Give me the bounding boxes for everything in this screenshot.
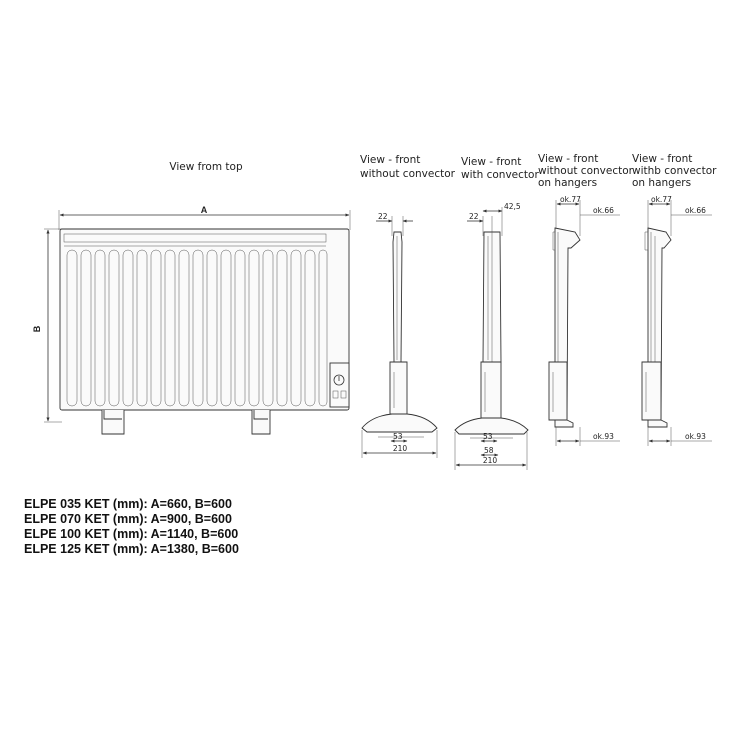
hanger-1-control-box: [549, 362, 567, 420]
profile-control-box-convector: [481, 362, 501, 418]
view-front-without-convector: [360, 154, 456, 458]
dim-425-label: 42,5: [504, 202, 521, 211]
view-front-conv-title-2: with convector: [461, 169, 539, 181]
dim-b-label: B: [32, 325, 42, 333]
view-from-top: [32, 161, 350, 434]
profile-base-foot: [362, 414, 437, 432]
dim-93-label: ok.93: [593, 432, 614, 441]
dim-66-label: ok.66: [593, 206, 614, 215]
view-front-without-convector-hangers: [538, 153, 634, 446]
model-elpe-100: ELPE 100 KET (mm): A=1140, B=600: [24, 527, 239, 541]
dim-93b-label: ok.93: [685, 432, 706, 441]
view-hang-2-title-3: on hangers: [632, 177, 692, 189]
view-hang-2-title-2: withb convector: [632, 165, 717, 177]
view-hang-1-title-1: View - front: [538, 153, 599, 165]
model-dimensions-list: [24, 497, 239, 557]
radiator-body: [60, 229, 349, 410]
model-elpe-070: ELPE 070 KET (mm): A=900, B=600: [24, 512, 232, 526]
view-top-title: View from top: [169, 161, 243, 173]
dim-22b-label: 22: [469, 212, 479, 221]
profile-panel: [393, 232, 402, 362]
foot-left: [102, 410, 124, 434]
model-elpe-035: ELPE 035 KET (mm): A=660, B=600: [24, 497, 232, 511]
view-hang-2-title-1: View - front: [632, 153, 693, 165]
view-front-conv-title-1: View - front: [461, 156, 522, 168]
dim-a-label: A: [200, 205, 208, 215]
view-hang-1-title-2: without convector: [538, 165, 633, 177]
dim-77b-label: ok.77: [651, 195, 672, 204]
dim-66b-label: ok.66: [685, 206, 706, 215]
view-front-no-conv-title-2: without convector: [360, 168, 455, 180]
dim-58-label: 58: [484, 446, 494, 455]
foot-right: [252, 410, 270, 434]
view-front-no-conv-title-1: View - front: [360, 154, 421, 166]
view-front-with-convector: [455, 156, 539, 470]
hanger-2-control-box: [642, 362, 661, 420]
dim-22-label: 22: [378, 212, 388, 221]
dim-210-label: 210: [392, 444, 408, 453]
view-front-with-convector-hangers: [632, 153, 717, 446]
profile-control-box: [390, 362, 407, 414]
dim-53-label: 53: [393, 432, 403, 441]
dim-53b-label: 53: [483, 432, 493, 441]
dim-77-label: ok.77: [560, 195, 581, 204]
view-hang-1-title-3: on hangers: [538, 177, 598, 189]
dim-210b-label: 210: [482, 456, 498, 465]
model-elpe-125: ELPE 125 KET (mm): A=1380, B=600: [24, 542, 239, 556]
